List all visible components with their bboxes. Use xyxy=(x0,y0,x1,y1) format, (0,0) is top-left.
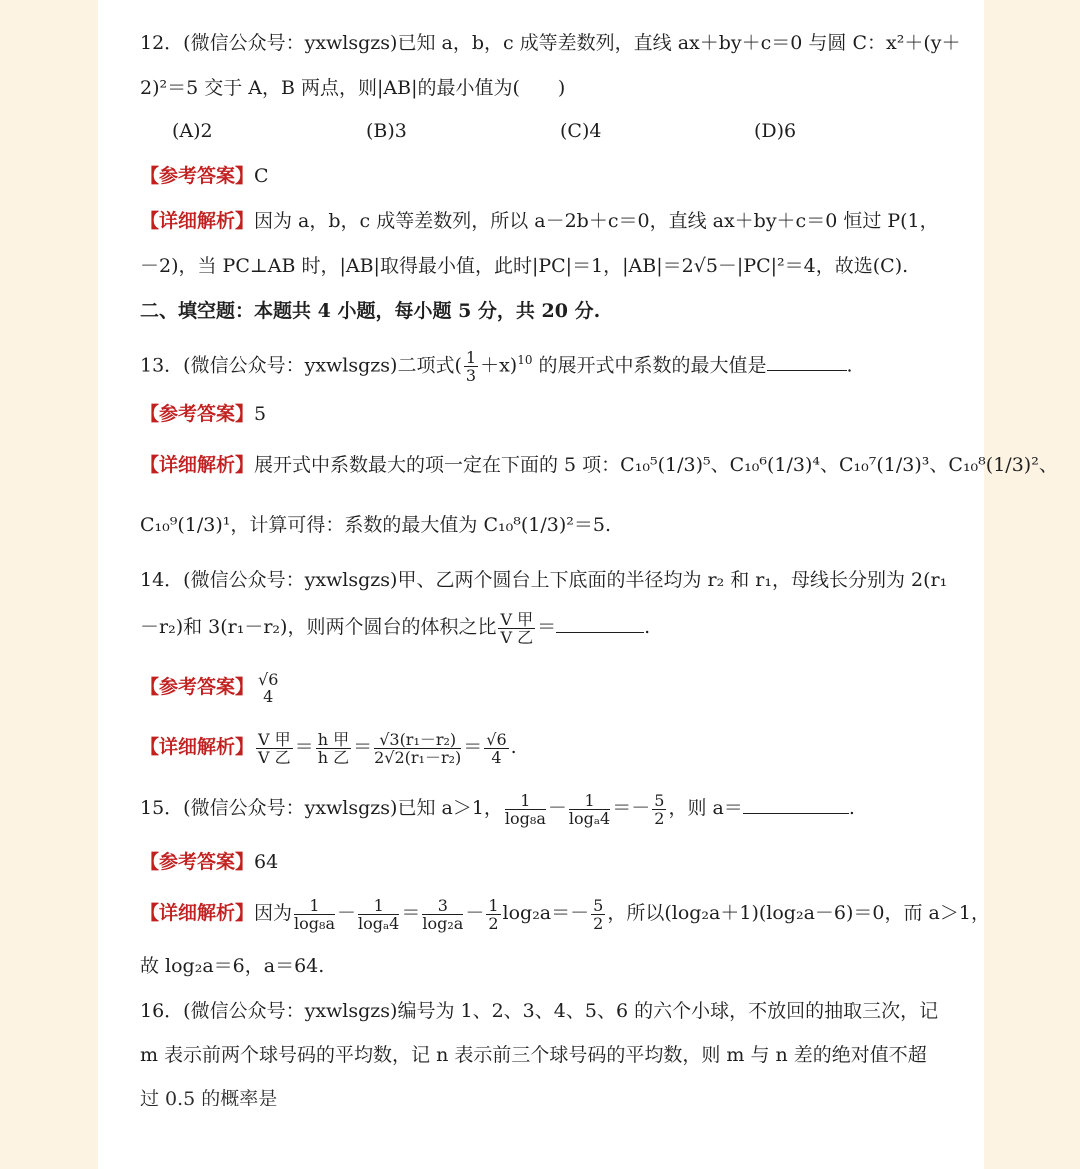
fraction-denominator: 2 xyxy=(593,913,604,933)
q15-question xyxy=(140,786,855,830)
fraction-denominator: 2√2(r₁－r₂) xyxy=(374,747,462,767)
q15-suffix: ，则 a＝ xyxy=(668,797,743,819)
q12-option-c: (C)4 xyxy=(560,120,602,142)
minus-sign: － xyxy=(547,797,567,819)
q15-fraction-3 xyxy=(652,792,666,827)
answer-tag: 【参考答案】 xyxy=(140,165,255,187)
analysis-text: 因为 xyxy=(254,902,293,924)
fraction-denominator: 2 xyxy=(488,913,499,933)
answer-blank xyxy=(556,632,644,633)
q13-question xyxy=(140,340,853,385)
analysis-fraction-3 xyxy=(422,897,463,932)
answer-blank xyxy=(743,813,849,814)
answer-value: 5 xyxy=(254,403,267,425)
analysis-fraction-1 xyxy=(294,897,335,932)
equals-sign: ＝－ xyxy=(612,797,651,819)
q15-end: . xyxy=(848,797,855,819)
q14-line2-prefix: －r₂)和 3(r₁－r₂)，则两个圆台的体积之比 xyxy=(140,616,497,638)
fraction-denominator: log₈a xyxy=(504,808,546,828)
q12-option-d: (D)6 xyxy=(754,120,797,142)
answer-tag: 【参考答案】 xyxy=(140,403,255,425)
answer-value: 64 xyxy=(254,851,279,873)
fraction-numerator: 1 xyxy=(465,347,477,367)
analysis-fraction-4 xyxy=(486,897,500,932)
q12-analysis-line2: －2)，当 PC⊥AB 时，|AB|取得最小值，此时|PC|＝1，|AB|＝2√5－|PC|²＝4，故选(C). xyxy=(140,255,909,277)
analysis-fraction-3 xyxy=(374,731,461,766)
q14-line2-suffix: ＝ xyxy=(537,616,557,638)
fraction-numerator: 1 xyxy=(505,792,546,810)
q14-answer xyxy=(140,664,282,710)
fraction-denominator: h 乙 xyxy=(317,747,350,767)
analysis-tag: 【详细解析】 xyxy=(140,454,255,476)
q13-prefix: 13．(微信公众号：yxwlsgzs)二项式( xyxy=(140,354,462,377)
q13-exponent: 10 xyxy=(517,353,533,367)
fraction-numerator: 1 xyxy=(569,792,610,810)
q12-analysis-line1 xyxy=(140,208,939,234)
analysis-suffix: ，所以(log₂a＋1)(log₂a－6)＝0，而 a＞1， xyxy=(607,902,990,924)
fraction-denominator: 4 xyxy=(263,687,274,706)
equals-sign: ＝ xyxy=(463,736,483,758)
fraction-numerator: 1 xyxy=(358,897,399,915)
section-title: 二、填空题：本题共 4 小题，每小题 5 分，共 20 分. xyxy=(140,300,601,322)
analysis-fraction-4 xyxy=(484,731,508,766)
answer-fraction xyxy=(256,671,280,705)
q13-mid: ＋x) xyxy=(480,354,518,377)
analysis-fraction-2 xyxy=(316,731,351,766)
analysis-fraction-1 xyxy=(256,731,293,766)
q14-analysis xyxy=(140,724,517,770)
fraction-denominator: 4 xyxy=(491,747,502,767)
fraction-denominator: 3 xyxy=(465,365,477,385)
q13-analysis-line2: C₁₀⁹(1/3)¹，计算可得：系数的最大值为 C₁₀⁸(1/3)²＝5. xyxy=(140,514,611,536)
q16-line2: m 表示前两个球号码的平均数，记 n 表示前三个球号码的平均数，则 m 与 n 差的绝对值不超 xyxy=(140,1044,927,1066)
analysis-mid: log₂a＝－ xyxy=(502,902,590,924)
fraction-denominator: log₂a xyxy=(422,913,464,933)
fraction-denominator: logₐ4 xyxy=(568,808,611,828)
q15-analysis-line2: 故 log₂a＝6，a＝64. xyxy=(140,955,325,977)
fraction-numerator: V 甲 xyxy=(258,729,291,749)
fraction-denominator: V 乙 xyxy=(500,627,534,647)
q14-line2 xyxy=(140,605,650,649)
fraction-numerator: 5 xyxy=(654,790,665,810)
fraction-numerator: √6 xyxy=(486,729,507,749)
equals-sign: ＝ xyxy=(401,902,421,924)
q15-prefix: 15．(微信公众号：yxwlsgzs)已知 a＞1， xyxy=(140,797,503,819)
q16-line3: 过 0.5 的概率是 xyxy=(140,1088,278,1106)
fraction-numerator: √3(r₁－r₂) xyxy=(374,731,461,749)
fraction-numerator: 3 xyxy=(422,897,463,915)
fraction-numerator: 1 xyxy=(488,895,499,915)
q15-answer xyxy=(140,849,278,875)
fraction-numerator: 5 xyxy=(593,895,604,915)
q15-fraction-2 xyxy=(569,792,610,827)
fraction-denominator: log₈a xyxy=(294,913,335,933)
equals-sign: ＝ xyxy=(353,736,373,758)
period: . xyxy=(510,736,517,758)
q12-answer xyxy=(140,163,269,189)
q14-line1: 14．(微信公众号：yxwlsgzs)甲、乙两个圆台上下底面的半径均为 r₂ 和 r₁，母线长分别为 2(r₁ xyxy=(140,569,948,591)
q12-line2: 2)²＝5 交于 A，B 两点，则|AB|的最小值为( ) xyxy=(140,77,566,99)
q12-option-b: (B)3 xyxy=(366,120,407,142)
q12-option-a: (A)2 xyxy=(172,120,213,142)
q13-end: . xyxy=(846,354,853,377)
analysis-fraction-2 xyxy=(358,897,399,932)
q13-fraction xyxy=(464,349,478,384)
answer-tag: 【参考答案】 xyxy=(140,851,255,873)
fraction-numerator: √6 xyxy=(258,670,279,689)
fraction-numerator: 1 xyxy=(294,897,335,915)
answer-blank xyxy=(767,370,847,371)
fraction-denominator: 2 xyxy=(654,808,665,828)
q15-fraction-1 xyxy=(505,792,546,827)
analysis-fraction-5 xyxy=(591,897,605,932)
answer-tag: 【参考答案】 xyxy=(140,676,255,698)
fraction-numerator: h 甲 xyxy=(317,729,350,749)
fraction-denominator: V 乙 xyxy=(258,747,291,767)
analysis-tag: 【详细解析】 xyxy=(140,210,255,232)
q13-analysis-line1 xyxy=(140,452,1058,478)
analysis-tag: 【详细解析】 xyxy=(140,902,255,924)
q13-answer xyxy=(140,401,266,427)
analysis-text: 展开式中系数最大的项一定在下面的 5 项：C₁₀⁵(1/3)⁵、C₁₀⁶(1/3)⁴、C₁₀⁷(1/3)³、C₁₀⁸(1/3)²、 xyxy=(254,454,1058,476)
analysis-text: 因为 a，b，c 成等差数列，所以 a－2b＋c＝0，直线 ax＋by＋c＝0 恒过 P(1， xyxy=(254,210,939,232)
equals-sign: ＝ xyxy=(294,736,314,758)
q15-analysis-line1 xyxy=(140,890,990,936)
q16-line1: 16．(微信公众号：yxwlsgzs)编号为 1、2、3、4、5、6 的六个小球，不放回的抽取三次，记 xyxy=(140,1000,939,1022)
q14-ratio-fraction xyxy=(498,611,535,646)
minus-sign: － xyxy=(336,902,356,924)
fraction-denominator: logₐ4 xyxy=(358,913,400,933)
q14-end: . xyxy=(644,616,651,638)
fraction-numerator: V 甲 xyxy=(500,609,534,629)
analysis-tag: 【详细解析】 xyxy=(140,736,255,758)
minus-sign: － xyxy=(465,902,485,924)
q13-suffix: 的展开式中系数的最大值是 xyxy=(532,354,767,377)
answer-value: C xyxy=(254,165,269,187)
q12-line1: 12．(微信公众号：yxwlsgzs)已知 a，b，c 成等差数列，直线 ax＋by＋c＝0 与圆 C：x²＋(y＋ xyxy=(140,32,961,54)
